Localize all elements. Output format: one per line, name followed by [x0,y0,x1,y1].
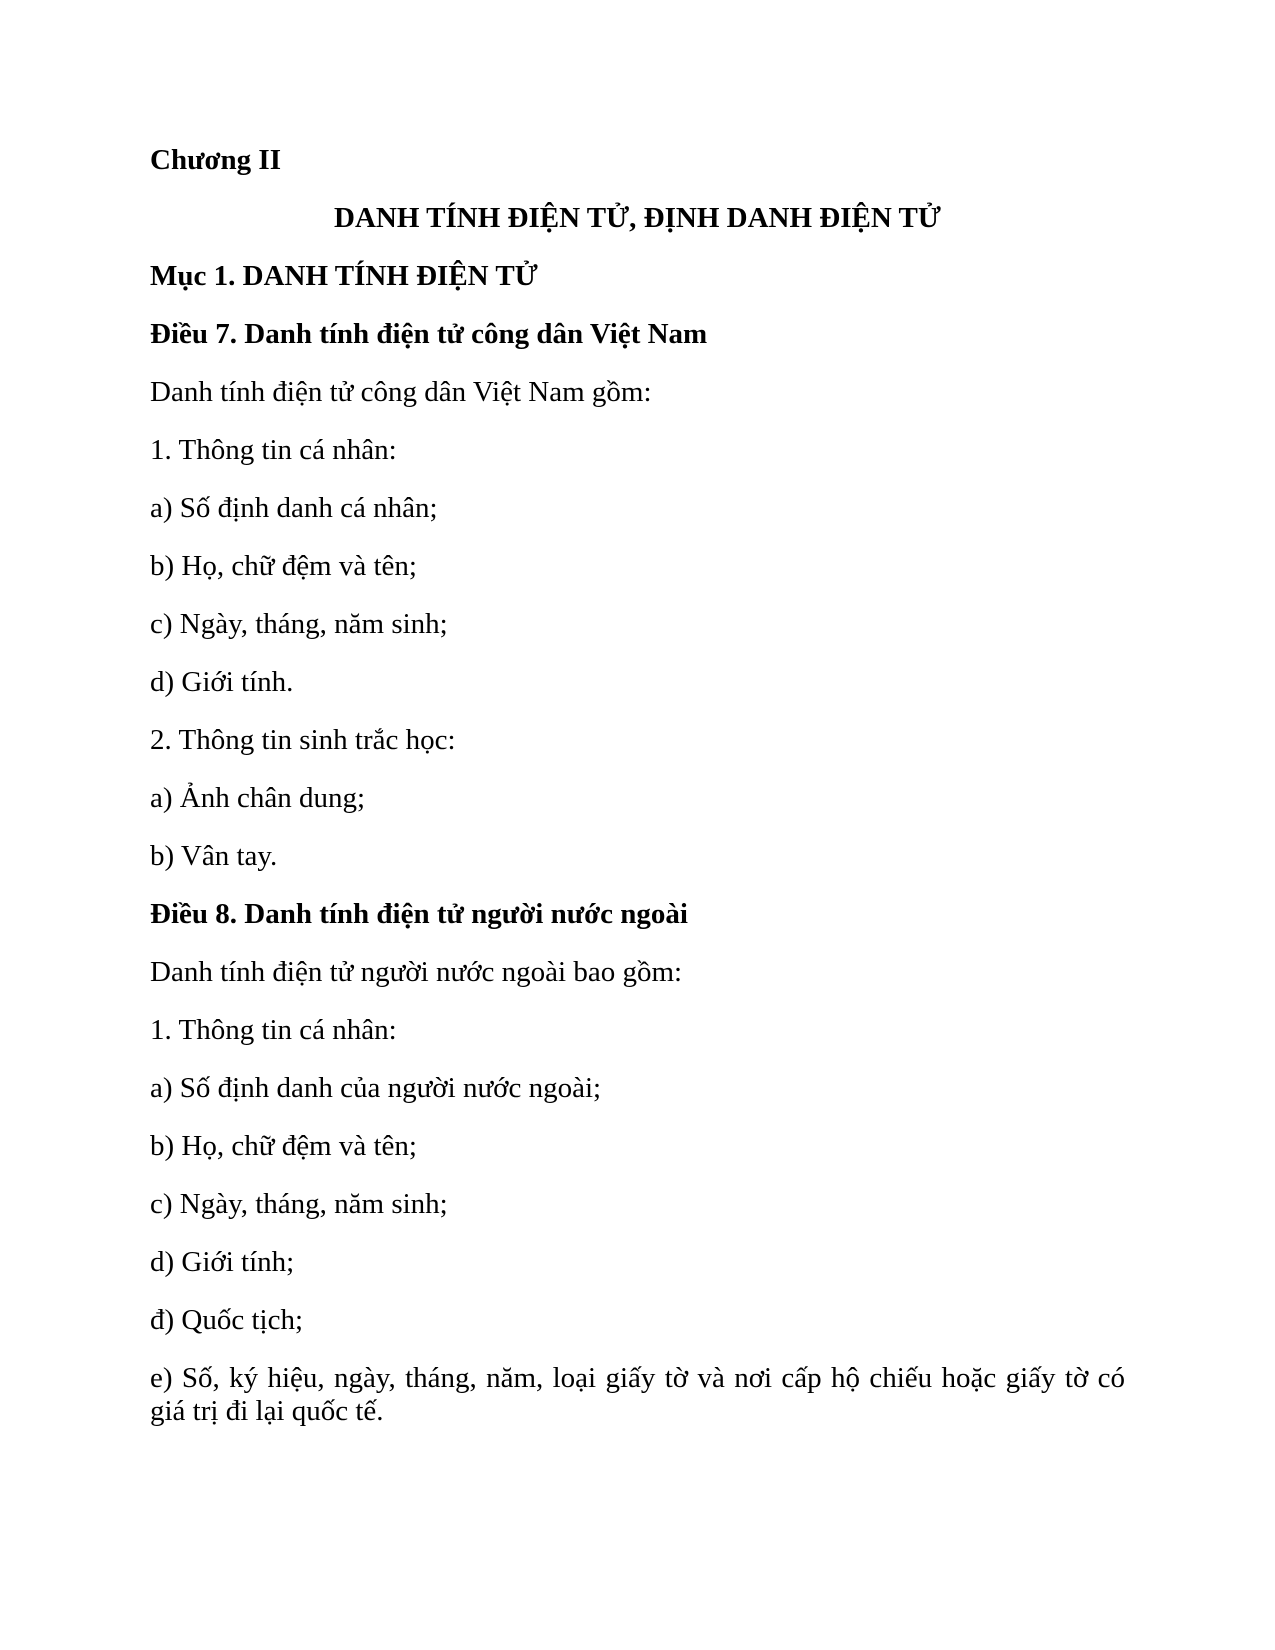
article-heading: Điều 8. Danh tính điện tử người nước ngoài [150,898,688,930]
paragraph: b) Họ, chữ đệm và tên; [150,1130,417,1162]
paragraph: b) Vân tay. [150,840,278,872]
paragraph: 2. Thông tin sinh trắc học: [150,724,456,756]
paragraph: 1. Thông tin cá nhân: [150,1014,397,1046]
paragraph: d) Giới tính; [150,1246,295,1278]
paragraph: a) Số định danh của người nước ngoài; [150,1072,602,1104]
paragraph: e) Số, ký hiệu, ngày, tháng, năm, loại giấy tờ và nơi cấp hộ chiếu hoặc giấy tờ có giá trị đi lại quốc tế. [150,1362,1125,1427]
chapter-title: DANH TÍNH ĐIỆN TỬ, ĐỊNH DANH ĐIỆN TỬ [334,202,941,234]
chapter-label: Chương II [150,144,281,176]
paragraph: đ) Quốc tịch; [150,1304,304,1336]
paragraph: d) Giới tính. [150,666,294,698]
paragraph: c) Ngày, tháng, năm sinh; [150,1188,448,1220]
paragraph: 1. Thông tin cá nhân: [150,434,397,466]
article-heading: Điều 7. Danh tính điện tử công dân Việt Nam [150,318,708,350]
section-heading: Mục 1. DANH TÍNH ĐIỆN TỬ [150,260,538,292]
paragraph: a) Ảnh chân dung; [150,782,366,814]
paragraph: Danh tính điện tử công dân Việt Nam gồm: [150,376,652,408]
paragraph: a) Số định danh cá nhân; [150,492,438,524]
paragraph: b) Họ, chữ đệm và tên; [150,550,417,582]
paragraph: Danh tính điện tử người nước ngoài bao gồm: [150,956,683,988]
paragraph: c) Ngày, tháng, năm sinh; [150,608,448,640]
